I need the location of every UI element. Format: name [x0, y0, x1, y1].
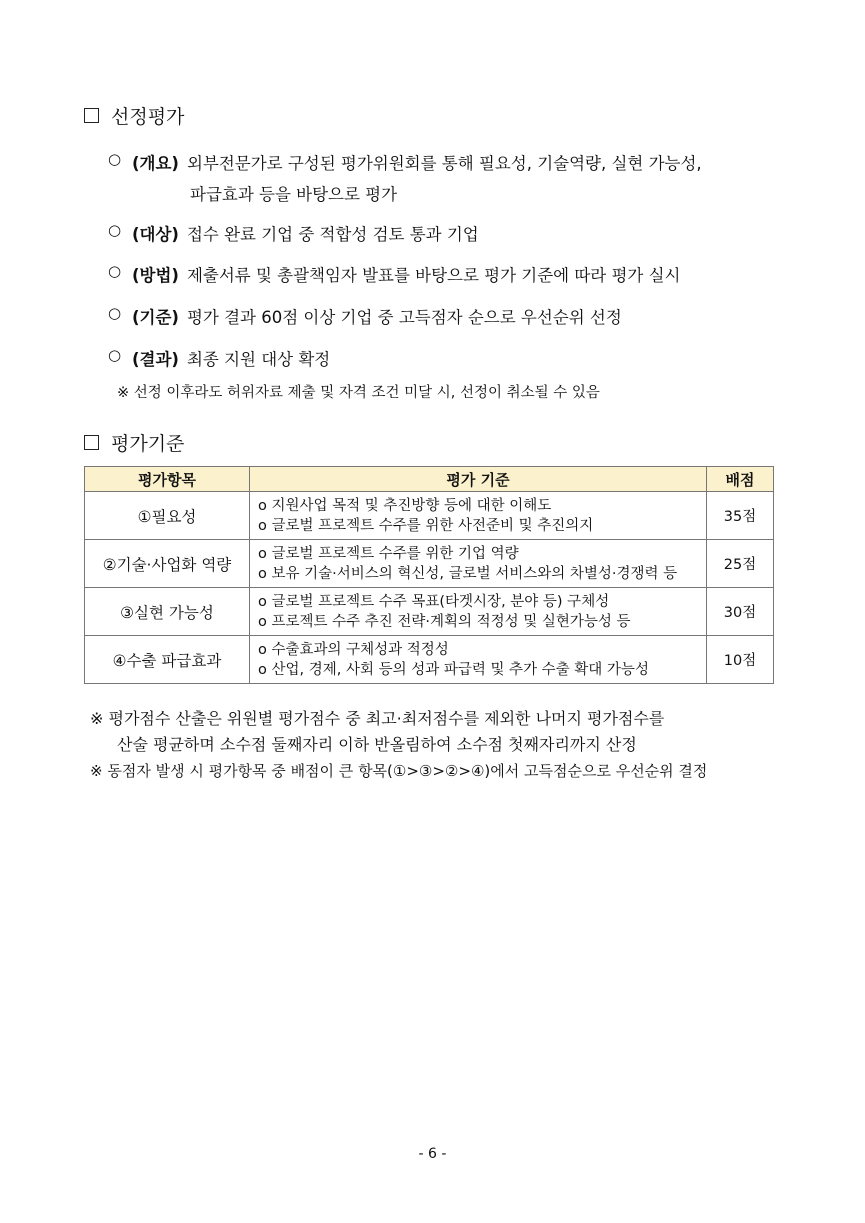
- item-text: 최종 지원 대상 확정: [186, 350, 331, 369]
- row-criteria: [250, 636, 707, 684]
- item-text-continued: 파급효과 등을 바탕으로 평가: [190, 185, 398, 204]
- header-criteria: 평가 기준: [250, 467, 707, 492]
- row-score: 25점: [707, 540, 774, 588]
- item-text: 외부전문가로 구성된 평가위원회를 통해 필요성, 기술역량, 실현 가능성,: [186, 154, 702, 173]
- checkbox-square-icon: [84, 108, 99, 123]
- list-item-target: [108, 221, 479, 245]
- row-item-name: ②기술·사업화 역량: [85, 540, 250, 588]
- criteria-table: [84, 466, 774, 684]
- circle-bullet-icon: ○: [108, 346, 122, 364]
- circle-bullet-icon: ○: [108, 221, 122, 239]
- circle-bullet-icon: ○: [108, 262, 122, 280]
- tiebreak-note: ※ 동점자 발생 시 평가항목 중 배점이 큰 항목(①>③>②>④)에서 고득점순으로 우선순위 결정: [90, 762, 708, 780]
- item-text: 평가 결과 60점 이상 기업 중 고득점자 순으로 우선순위 선정: [186, 308, 622, 327]
- list-item-criteria: [108, 304, 622, 328]
- item-text: 접수 완료 기업 중 적합성 검토 통과 기업: [186, 225, 479, 244]
- item-tag: (개요): [132, 154, 179, 173]
- row-criteria: [250, 492, 707, 540]
- row-score: 10점: [707, 636, 774, 684]
- item-tag: (대상): [132, 225, 179, 244]
- circle-bullet-icon: ○: [108, 150, 122, 168]
- row-criteria: [250, 588, 707, 636]
- row-item-name: ③실현 가능성: [85, 588, 250, 636]
- scoring-note: ※ 평가점수 산출은 위원별 평가점수 중 최고·최저점수를 제외한 나머지 평가점수를: [90, 709, 665, 728]
- header-score: 배점: [707, 467, 774, 492]
- row-item-name: ①필요성: [85, 492, 250, 540]
- item-text: 제출서류 및 총괄책임자 발표를 바탕으로 평가 기준에 따라 평가 실시: [186, 266, 681, 285]
- row-item-name: ④수출 파급효과: [85, 636, 250, 684]
- section-heading-criteria: [84, 429, 184, 456]
- row-score: 35점: [707, 492, 774, 540]
- table-row: [85, 492, 774, 540]
- criteria-line: o 프로젝트 수주 추진 전략·계획의 적정성 및 실현가능성 등: [258, 613, 631, 630]
- section-title: 평가기준: [111, 433, 185, 455]
- row-score: 30점: [707, 588, 774, 636]
- scoring-note-continued: 산술 평균하며 소수점 둘째자리 이하 반올림하여 소수점 첫째자리까지 산정: [117, 735, 637, 754]
- list-item-result: [108, 346, 330, 370]
- section-heading-selection: [84, 102, 184, 129]
- circle-bullet-icon: ○: [108, 304, 122, 322]
- item-tag: (방법): [132, 266, 179, 285]
- header-item: 평가항목: [85, 467, 250, 492]
- criteria-line: o 글로벌 프로젝트 수주를 위한 사전준비 및 추진의지: [258, 517, 594, 534]
- criteria-line: o 글로벌 프로젝트 수주를 위한 기업 역량: [258, 545, 519, 562]
- criteria-line: o 지원사업 목적 및 추진방향 등에 대한 이해도: [258, 497, 552, 514]
- row-criteria: [250, 540, 707, 588]
- criteria-line: o 수출효과의 구체성과 적정성: [258, 641, 449, 658]
- page-number: - 6 -: [418, 1146, 447, 1162]
- list-item-overview: [108, 150, 702, 174]
- section-title: 선정평가: [111, 106, 185, 128]
- criteria-line: o 산업, 경제, 사회 등의 성과 파급력 및 추가 수출 확대 가능성: [258, 661, 649, 678]
- item-tag: (기준): [132, 308, 179, 327]
- criteria-line: o 보유 기술·서비스의 혁신성, 글로벌 서비스와의 차별성·경쟁력 등: [258, 565, 678, 582]
- checkbox-square-icon: [84, 435, 99, 450]
- table-row: [85, 636, 774, 684]
- table-row: [85, 540, 774, 588]
- table-header-row: [85, 467, 774, 492]
- item-tag: (결과): [132, 350, 179, 369]
- selection-note: ※ 선정 이후라도 허위자료 제출 및 자격 조건 미달 시, 선정이 취소될 수 있음: [117, 385, 600, 401]
- criteria-line: o 글로벌 프로젝트 수주 목표(타겟시장, 분야 등) 구체성: [258, 593, 610, 610]
- list-item-method: [108, 262, 680, 286]
- table-row: [85, 588, 774, 636]
